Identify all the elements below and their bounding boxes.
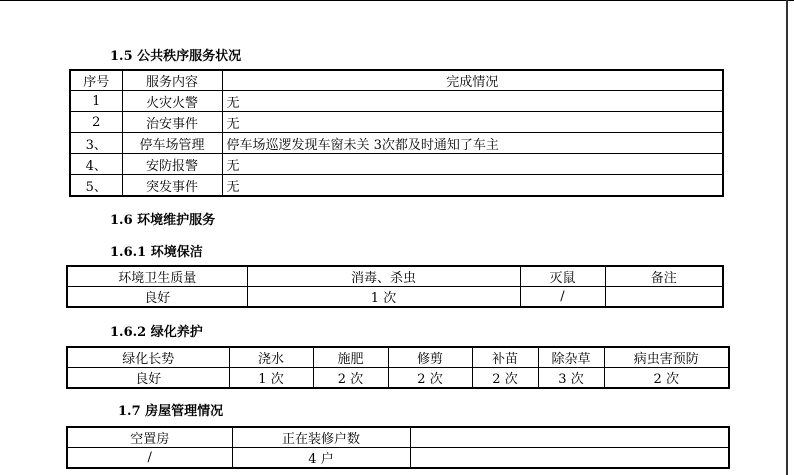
header-cell: 序号	[70, 70, 122, 91]
heading-1-5: 1.5 公共秩序服务状况	[110, 49, 242, 64]
table-row	[70, 112, 723, 133]
housing-table	[66, 426, 730, 469]
table-cell: 5、	[70, 175, 122, 197]
table-header-row	[67, 427, 729, 448]
header-cell: 服务内容	[122, 70, 222, 91]
heading-1-6-1: 1.6.1 环境保洁	[110, 245, 203, 260]
table-cell: 无	[222, 112, 723, 133]
table-cell: 停车场管理	[122, 133, 222, 154]
header-cell: 病虫害预防	[604, 347, 729, 368]
table-cell: 2	[70, 112, 122, 133]
table-cell: 2 次	[472, 368, 538, 389]
table-cell: 无	[222, 91, 723, 112]
greening-table	[66, 346, 730, 389]
table-cell: 2 次	[388, 368, 472, 389]
header-cell: 浇水	[229, 347, 313, 368]
table-cell	[410, 448, 729, 469]
table-row	[70, 133, 723, 154]
header-cell: 空置房	[67, 427, 232, 448]
table-cell: 停车场巡逻发现车窗未关 3次都及时通知了车主	[222, 133, 723, 154]
header-cell: 绿化长势	[67, 347, 229, 368]
table-cell: 4、	[70, 154, 122, 175]
header-cell: 环境卫生质量	[67, 266, 247, 287]
table-row	[70, 91, 723, 112]
table-row	[67, 448, 729, 469]
table-cell: /	[520, 287, 605, 308]
table-cell: 无	[222, 175, 723, 197]
page-top-border	[0, 0, 794, 1]
table-cell: 4 户	[232, 448, 410, 469]
table-cell: 安防报警	[122, 154, 222, 175]
header-cell: 消毒、杀虫	[247, 266, 520, 287]
table-cell: 1 次	[247, 287, 520, 308]
table-cell: 无	[222, 154, 723, 175]
table-header-row	[70, 70, 723, 91]
heading-1-6: 1.6 环境维护服务	[110, 213, 216, 228]
table-cell: 突发事件	[122, 175, 222, 197]
table-cell	[605, 287, 723, 308]
table-cell: 良好	[67, 287, 247, 308]
table-row	[70, 175, 723, 197]
page-right-border	[786, 0, 788, 475]
header-cell: 正在装修户数	[232, 427, 410, 448]
table-cell: 2 次	[604, 368, 729, 389]
table-cell: 1 次	[229, 368, 313, 389]
table-cell: 1	[70, 91, 122, 112]
table-cell: 2 次	[313, 368, 388, 389]
header-cell: 施肥	[313, 347, 388, 368]
header-cell: 完成情况	[222, 70, 723, 91]
table-cell: 火灾火警	[122, 91, 222, 112]
header-cell: 备注	[605, 266, 723, 287]
table-cell: /	[67, 448, 232, 469]
table-header-row	[67, 347, 729, 368]
header-cell: 补苗	[472, 347, 538, 368]
heading-1-7: 1.7 房屋管理情况	[118, 404, 224, 419]
public-order-table	[69, 69, 724, 197]
cleaning-table	[66, 265, 724, 308]
table-cell: 治安事件	[122, 112, 222, 133]
table-row	[70, 154, 723, 175]
header-cell: 修剪	[388, 347, 472, 368]
table-header-row	[67, 266, 723, 287]
table-cell: 3 次	[538, 368, 604, 389]
table-row	[67, 368, 729, 389]
header-cell: 除杂草	[538, 347, 604, 368]
table-cell: 良好	[67, 368, 229, 389]
heading-1-6-2: 1.6.2 绿化养护	[110, 325, 203, 340]
header-cell	[410, 427, 729, 448]
header-cell: 灭鼠	[520, 266, 605, 287]
table-cell: 3、	[70, 133, 122, 154]
table-row	[67, 287, 723, 308]
